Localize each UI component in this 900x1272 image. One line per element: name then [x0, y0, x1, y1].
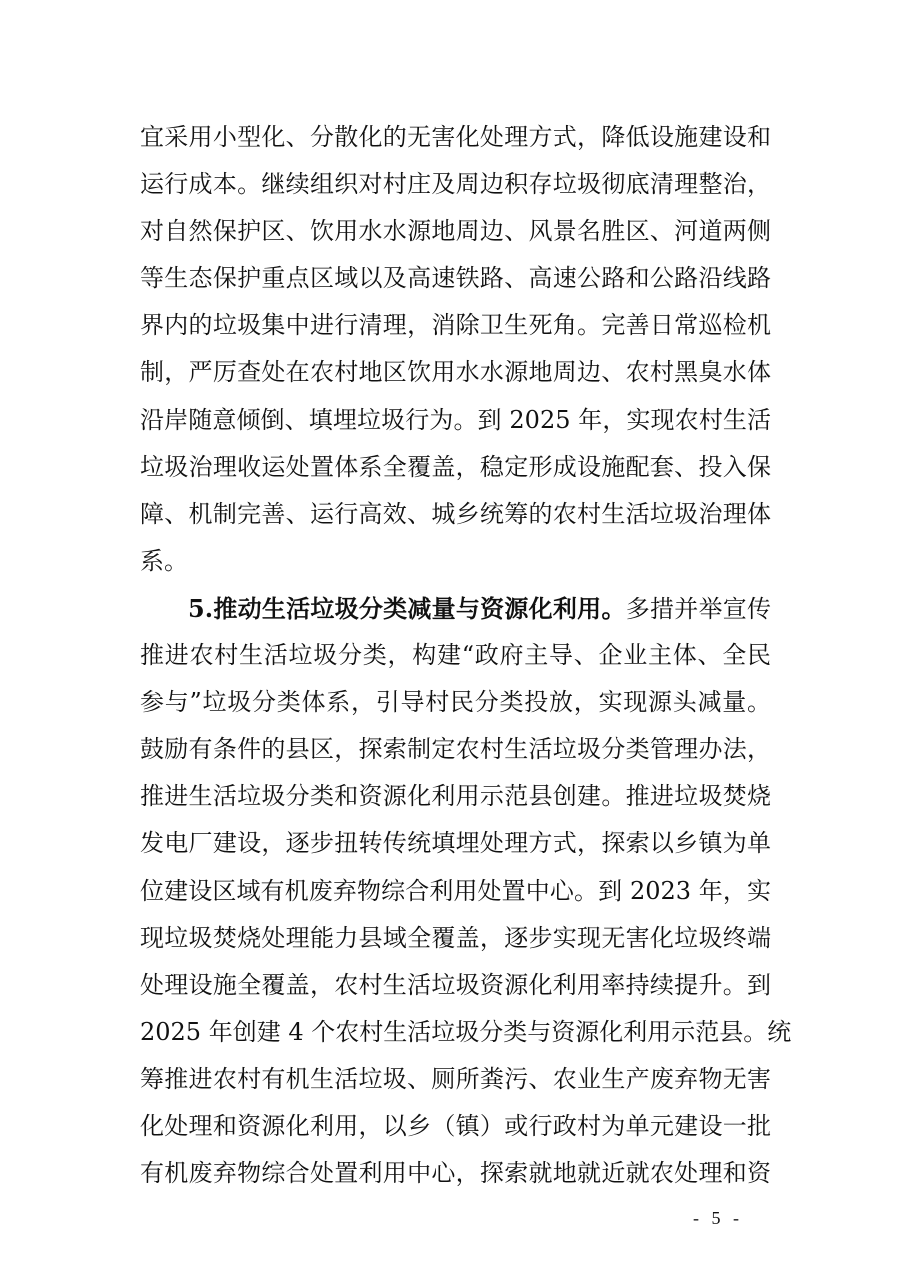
text-line: 筹推进农村有机生活垃圾、厕所粪污、农业生产废弃物无害	[140, 1064, 771, 1093]
text-line: 等生态保护重点区域以及高速铁路、高速公路和公路沿线路	[140, 264, 771, 293]
section-heading: 5.推动生活垃圾分类减量与资源化利用。	[188, 593, 626, 623]
text-line: 推进生活垃圾分类和资源化利用示范县创建。推进垃圾焚烧	[140, 782, 771, 811]
text-line: 宜采用小型化、分散化的无害化处理方式，降低设施建设和	[140, 123, 771, 151]
text-line: 发电厂建设，逐步扭转传统填埋处理方式，探索以乡镇为单	[140, 829, 771, 858]
text-line: 位建设区域有机废弃物综合利用处置中心。到 2023 年，实	[140, 876, 771, 905]
text-line: 2025 年创建 4 个农村生活垃圾分类与资源化利用示范县。统	[140, 1017, 792, 1046]
text-line: 处理设施全覆盖，农村生活垃圾资源化利用率持续提升。到	[140, 970, 771, 999]
text-line: 化处理和资源化利用，以乡（镇）或行政村为单元建设一批	[140, 1111, 771, 1140]
text-line: 参与”垃圾分类体系，引导村民分类投放，实现源头减量。	[140, 688, 771, 717]
text-line: 沿岸随意倾倒、填埋垃圾行为。到 2025 年，实现农村生活	[140, 405, 771, 434]
paragraph-1	[140, 114, 771, 585]
text-line: 有机废弃物综合处置利用中心，探索就地就近就农处理和资	[140, 1159, 771, 1188]
text-span: 多措并举宣传	[625, 594, 771, 623]
text-line: 对自然保护区、饮用水水源地周边、风景名胜区、河道两侧	[140, 217, 771, 246]
text-line: 系。	[140, 546, 188, 575]
text-line	[140, 585, 771, 632]
page-number: - 5 -	[693, 1208, 743, 1228]
document-page	[140, 114, 792, 1197]
paragraph-2	[140, 585, 792, 1197]
text-line: 推进农村生活垃圾分类，构建“政府主导、企业主体、全民	[140, 641, 771, 670]
text-line: 垃圾治理收运处置体系全覆盖，稳定形成设施配套、投入保	[140, 452, 771, 481]
text-line: 制，严厉查处在农村地区饮用水水源地周边、农村黑臭水体	[140, 358, 771, 387]
text-line: 现垃圾焚烧处理能力县域全覆盖，逐步实现无害化垃圾终端	[140, 923, 771, 952]
text-line: 运行成本。继续组织对村庄及周边积存垃圾彻底清理整治，	[140, 170, 771, 199]
text-line: 鼓励有条件的县区，探索制定农村生活垃圾分类管理办法，	[140, 735, 771, 764]
text-line: 界内的垃圾集中进行清理，消除卫生死角。完善日常巡检机	[140, 311, 771, 340]
text-line: 障、机制完善、运行高效、城乡统筹的农村生活垃圾治理体	[140, 499, 771, 528]
